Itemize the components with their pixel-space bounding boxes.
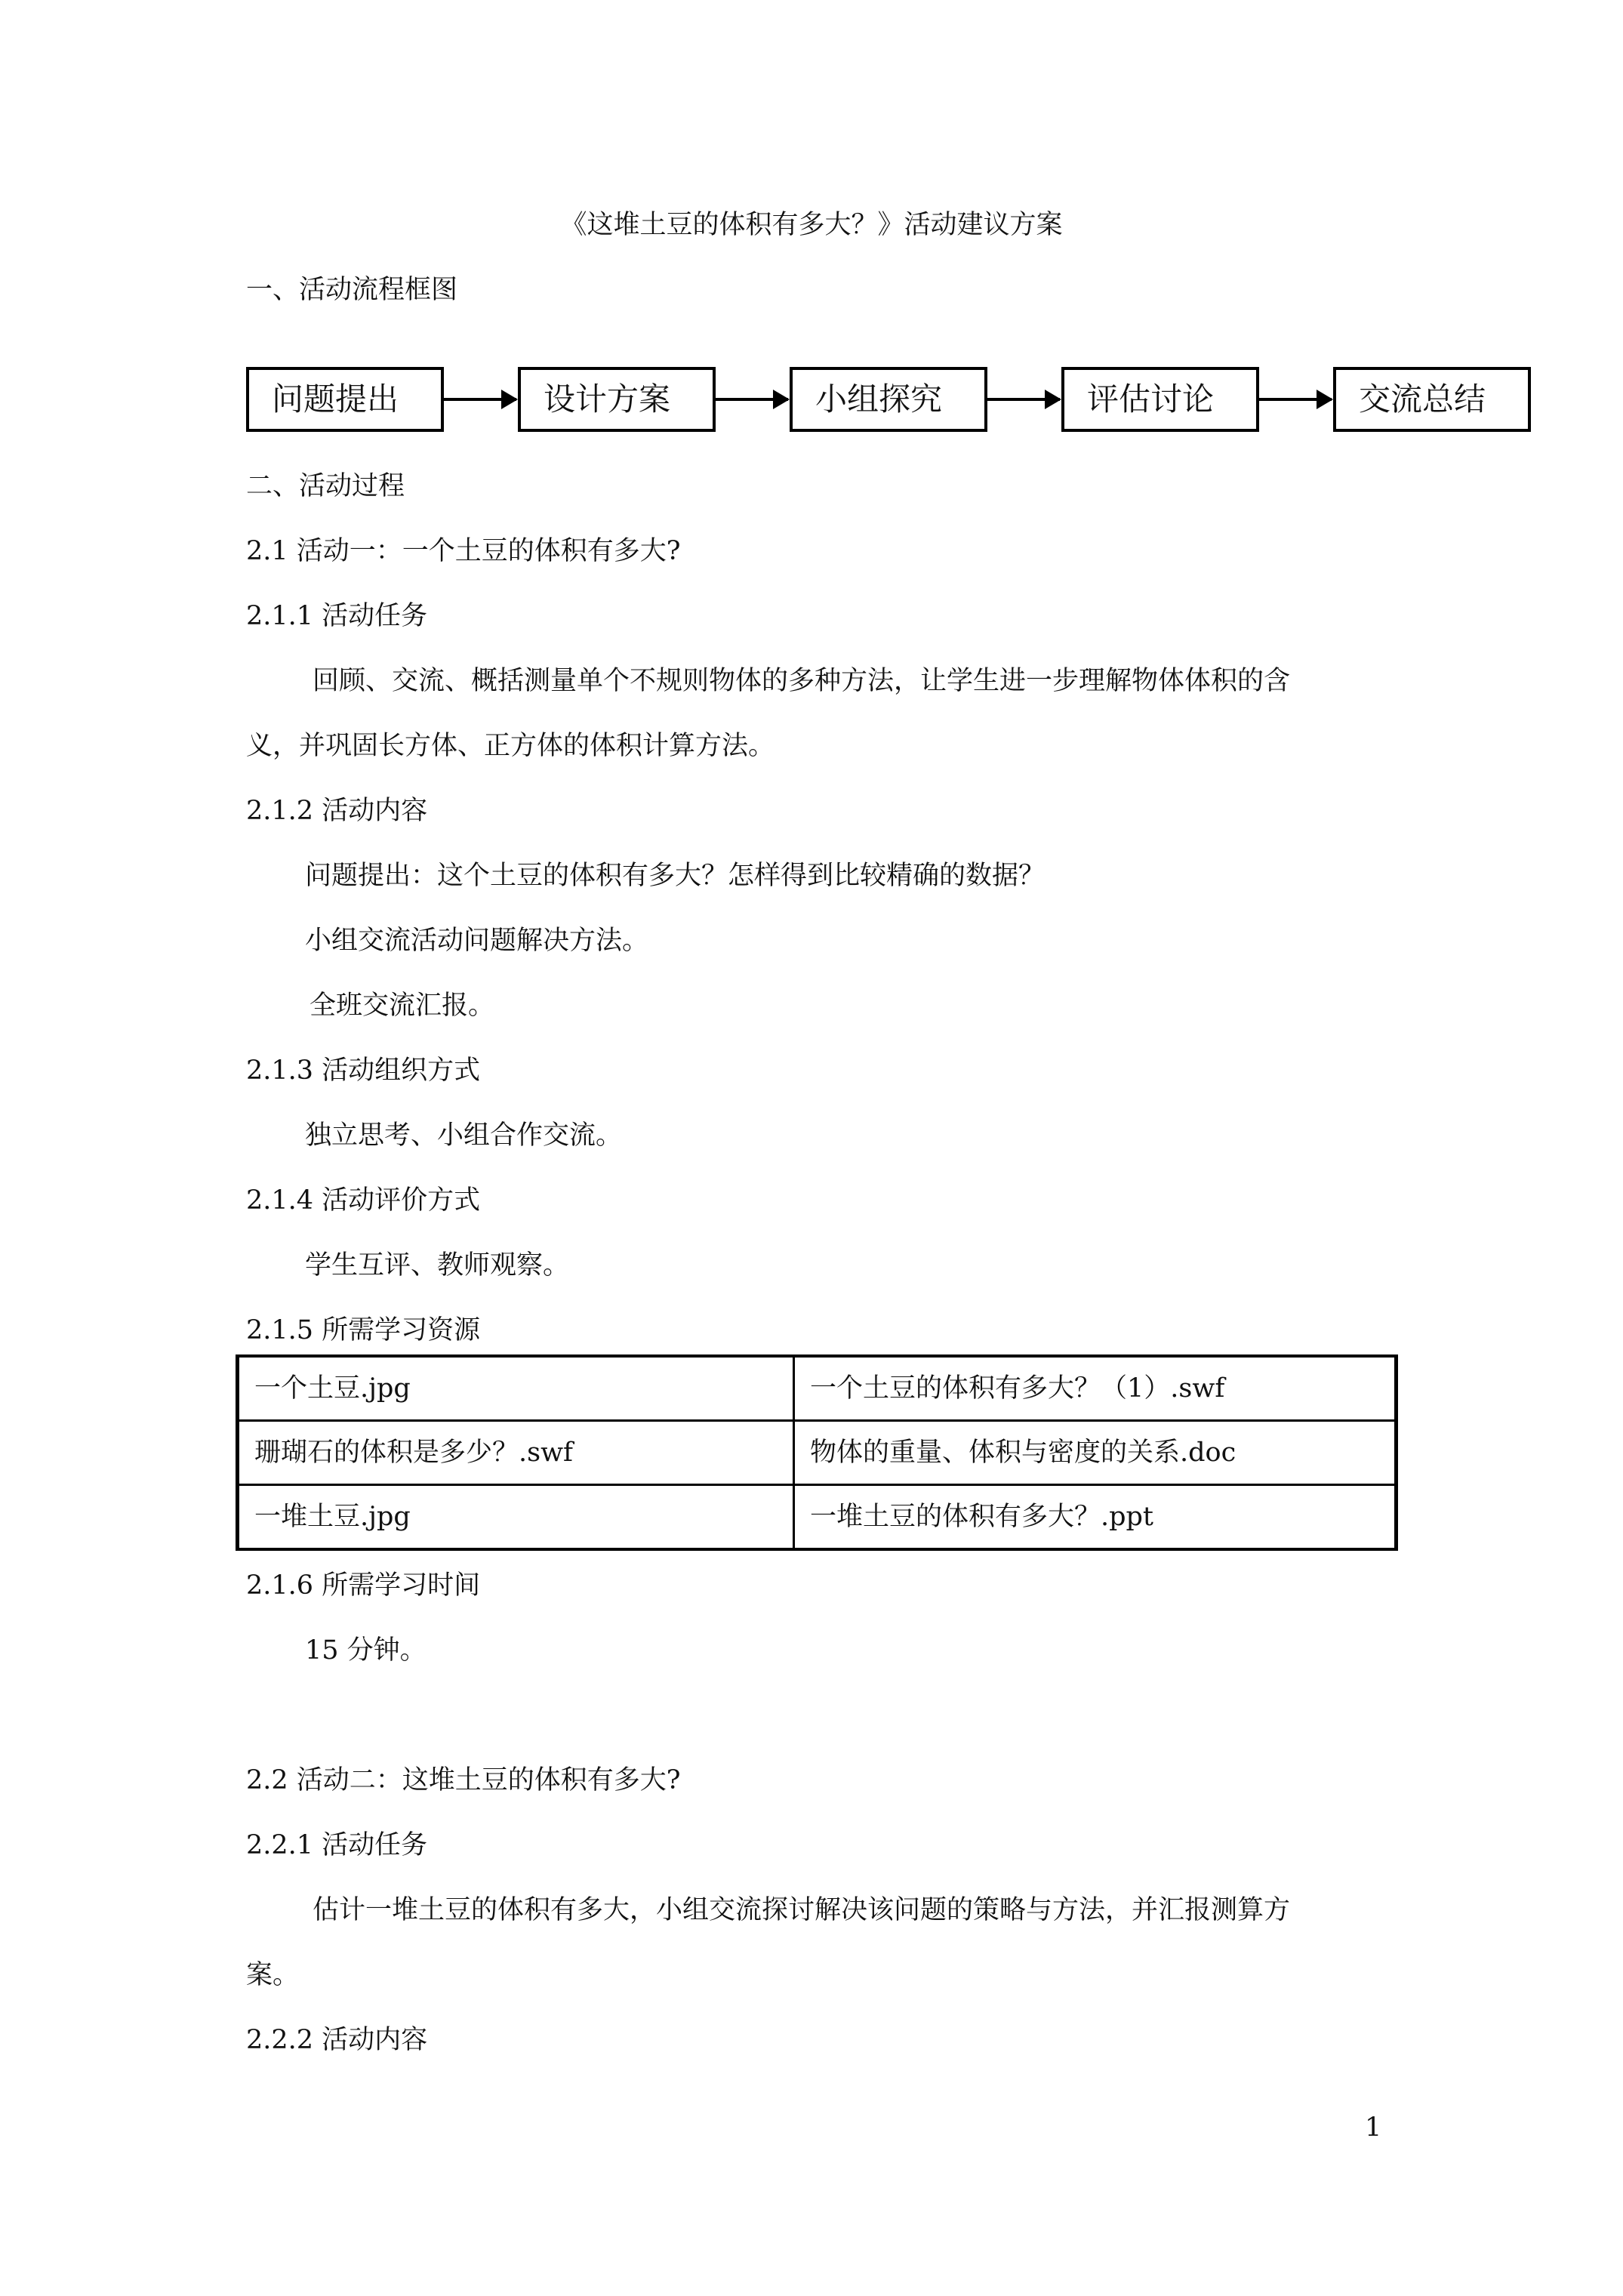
table-cell: 一堆土豆.jpg xyxy=(238,1485,794,1550)
flow-arrow-1 xyxy=(444,398,516,401)
activity1-content-text-3: 全班交流汇报。 xyxy=(310,991,495,1021)
table-cell: 珊瑚石的体积是多少？.swf xyxy=(238,1421,794,1485)
activity1-org-heading: 2.1.3 活动组织方式 xyxy=(246,1056,481,1086)
resources-table xyxy=(236,1354,1398,1551)
table-row xyxy=(238,1356,1397,1421)
page-number: 1 xyxy=(1365,2113,1382,2143)
activity1-eval-heading: 2.1.4 活动评价方式 xyxy=(246,1185,481,1216)
activity1-content-text-2: 小组交流活动问题解决方法。 xyxy=(305,926,649,956)
activity2-task-text-1: 估计一堆土豆的体积有多大，小组交流探讨解决该问题的策略与方法，并汇报测算方 xyxy=(313,1895,1291,1925)
activity2-task-text-2: 案。 xyxy=(246,1960,300,1990)
section-heading-process: 二、活动过程 xyxy=(246,471,405,501)
activity1-content-text-1: 问题提出：这个土豆的体积有多大？怎样得到比较精确的数据？ xyxy=(305,861,1046,891)
activity1-task-heading: 2.1.1 活动任务 xyxy=(246,601,428,631)
activity1-task-text-2: 义，并巩固长方体、正方体的体积计算方法。 xyxy=(246,731,775,761)
activity2-heading: 2.2 活动二：这堆土豆的体积有多大? xyxy=(246,1765,681,1795)
activity1-heading: 2.1 活动一：一个土豆的体积有多大? xyxy=(246,536,681,566)
flow-arrow-2 xyxy=(716,398,788,401)
flow-step-4: 评估讨论 xyxy=(1061,367,1259,432)
table-cell: 一堆土豆的体积有多大？.ppt xyxy=(794,1485,1397,1550)
flow-arrow-4 xyxy=(1259,398,1332,401)
section-heading-flowchart: 一、活动流程框图 xyxy=(246,275,458,305)
table-row xyxy=(238,1421,1397,1485)
flowchart xyxy=(246,367,1532,435)
flow-arrow-3 xyxy=(987,398,1060,401)
table-row xyxy=(238,1485,1397,1550)
flow-step-1: 问题提出 xyxy=(246,367,444,432)
activity1-time-text: 15 分钟。 xyxy=(305,1635,427,1666)
activity1-task-text-1: 回顾、交流、概括测量单个不规则物体的多种方法，让学生进一步理解物体体积的含 xyxy=(313,666,1291,696)
activity1-org-text: 独立思考、小组合作交流。 xyxy=(305,1120,623,1151)
flow-step-2: 设计方案 xyxy=(518,367,716,432)
activity2-task-heading: 2.2.1 活动任务 xyxy=(246,1830,428,1860)
document-title: 《这堆土豆的体积有多大？》活动建议方案 xyxy=(560,210,1063,240)
activity1-eval-text: 学生互评、教师观察。 xyxy=(305,1250,570,1281)
table-cell: 一个土豆.jpg xyxy=(238,1356,794,1421)
table-cell: 物体的重量、体积与密度的关系.doc xyxy=(794,1421,1397,1485)
activity1-resources-heading: 2.1.5 所需学习资源 xyxy=(246,1315,481,1345)
activity1-time-heading: 2.1.6 所需学习时间 xyxy=(246,1570,481,1601)
flow-step-5: 交流总结 xyxy=(1333,367,1531,432)
activity2-content-heading: 2.2.2 活动内容 xyxy=(246,2025,428,2055)
table-cell: 一个土豆的体积有多大？（1）.swf xyxy=(794,1356,1397,1421)
activity1-content-heading: 2.1.2 活动内容 xyxy=(246,796,428,826)
flow-step-3: 小组探究 xyxy=(790,367,987,432)
